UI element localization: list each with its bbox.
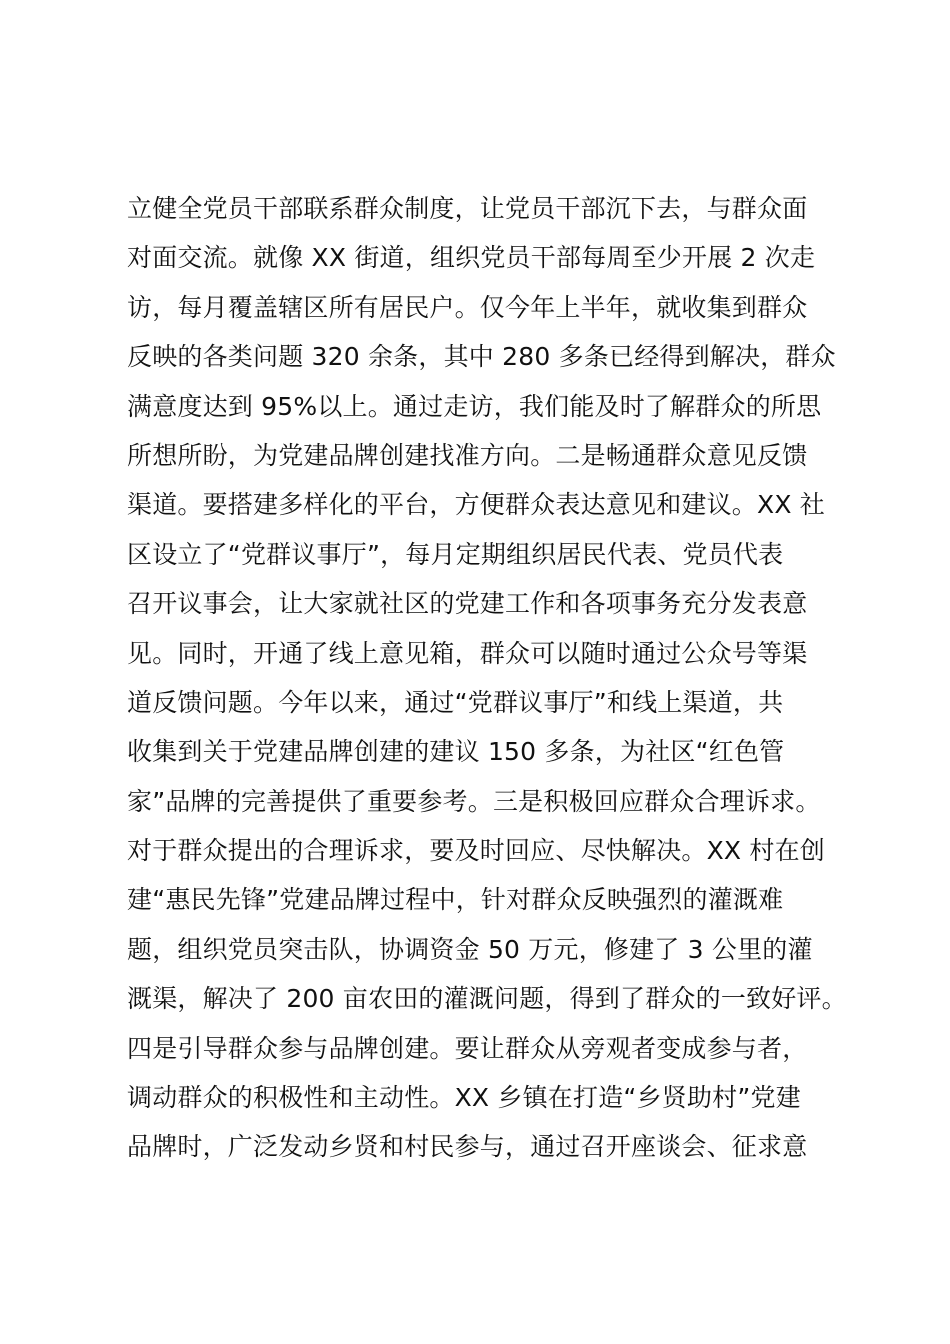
text-line: 建“惠民先锋”党建品牌过程中，针对群众反映强烈的灌溉难 xyxy=(127,885,784,915)
text-line: 溉渠，解决了 200 亩农田的灌溉问题，得到了群众的一致好评。 xyxy=(127,984,847,1014)
text-line: 召开议事会，让大家就社区的党建工作和各项事务充分发表意 xyxy=(127,589,808,619)
text-line: 调动群众的积极性和主动性。XX 乡镇在打造“乡贤助村”党建 xyxy=(127,1083,801,1113)
text-line: 立健全党员干部联系群众制度，让党员干部沉下去，与群众面 xyxy=(127,194,808,223)
text-line: 对面交流。就像 XX 街道，组织党员干部每周至少开展 2 次走 xyxy=(127,243,816,273)
text-line: 反映的各类问题 320 余条，其中 280 多条已经得到解决，群众 xyxy=(127,342,836,372)
text-line: 家”品牌的完善提供了重要参考。三是积极回应群众合理诉求。 xyxy=(127,786,821,816)
text-line: 满意度达到 95%以上。通过走访，我们能及时了解群众的所思 xyxy=(127,391,822,421)
text-line: 对于群众提出的合理诉求，要及时回应、尽快解决。XX 村在创 xyxy=(127,836,826,866)
text-line: 四是引导群众参与品牌创建。要让群众从旁观者变成参与者， xyxy=(127,1033,808,1063)
text-line: 见。同时，开通了线上意见箱，群众可以随时通过公众号等渠 xyxy=(127,638,808,668)
body-text xyxy=(127,184,847,1172)
text-line: 访，每月覆盖辖区所有居民户。仅今年上半年，就收集到群众 xyxy=(127,292,808,322)
text-line: 区设立了“党群议事厅”，每月定期组织居民代表、党员代表 xyxy=(127,539,784,569)
text-line: 题，组织党员突击队，协调资金 50 万元，修建了 3 公里的灌 xyxy=(127,934,813,964)
text-line: 品牌时，广泛发动乡贤和村民参与，通过召开座谈会、征求意 xyxy=(127,1132,808,1162)
text-line: 所想所盼，为党建品牌创建找准方向。二是畅通群众意见反馈 xyxy=(127,440,808,470)
text-line: 渠道。要搭建多样化的平台，方便群众表达意见和建议。XX 社 xyxy=(127,490,826,520)
text-line: 道反馈问题。今年以来，通过“党群议事厅”和线上渠道，共 xyxy=(127,687,784,717)
text-line: 收集到关于党建品牌创建的建议 150 多条，为社区“红色管 xyxy=(127,737,785,767)
